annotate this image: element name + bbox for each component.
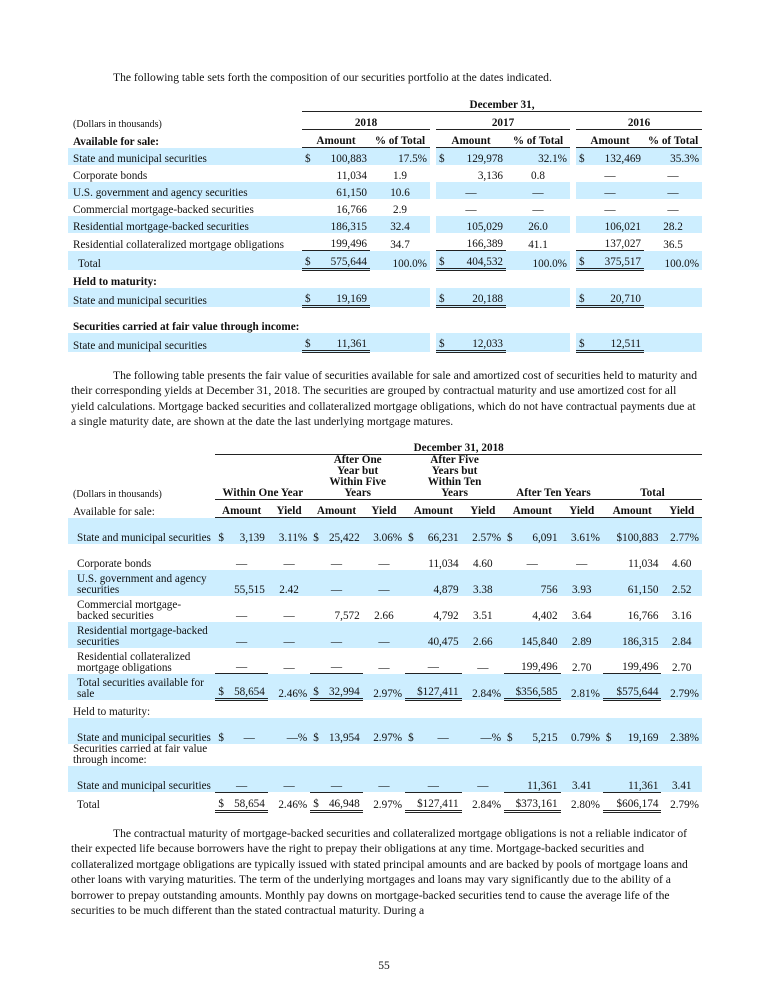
amount-2016: — [604,170,616,182]
units-label: (Dollars in thousands) [73,118,162,130]
amount-cell: $373,161 [504,792,561,811]
yield-cell: 2.84% [462,674,504,700]
amount-cell: — [236,609,248,622]
yield-cell: 3.61% [561,518,603,544]
row-label: State and municipal securities [68,333,302,352]
pct-2018: 1.9 [393,170,407,182]
amount-2016: — [604,204,616,216]
table1-afs-row [68,148,702,166]
section-fair-value-through-income-label: Securities carried at fair value through income: [73,743,208,766]
yield-cell: — [378,661,390,674]
amount-cell: 11,034 [428,557,459,570]
col-amount-2016: Amount [576,130,644,148]
amount-2018: $ 100,883 [302,148,370,166]
amount-cell: 55,515 [215,570,267,596]
amount-2017: 166,389 [436,233,506,251]
col-amount-2017: Amount [436,130,506,148]
amount-cell: — [215,648,267,674]
amount-cell: — [405,648,462,674]
yield-cell: — [283,557,295,570]
pct-2018: 34.7 [390,238,410,251]
table1-super-header: December 31, [302,94,702,112]
yield-cell: 2.66 [462,622,504,648]
year-header-2017: 2017 [436,112,570,130]
year-header-2018: 2018 [302,112,430,130]
amount-2017: 3,136 [477,170,503,182]
yield-cell: — [283,661,295,674]
table2-super-header-row [68,437,702,455]
row-label: Residential mortgage-backed securities [68,216,302,233]
amount-cell: — [310,622,362,648]
amount-cell: $ 32,994 [310,674,362,700]
amount-cell: $ 19,169 [603,718,662,744]
yield-cell: 3.93 [561,570,603,596]
pct-2017: — [532,204,544,216]
yield-cell: 2.46% [278,799,308,811]
yield-cell: 0.79% [561,718,603,744]
yield-cell: 2.46% [268,674,310,700]
row-label: Total [68,251,302,270]
amount-cell: 4,879 [405,570,462,596]
pct-2018: 32.4 [370,216,430,233]
fair-value-header-row [68,316,702,333]
amount-2017: — [436,182,506,199]
amount-cell: 145,840 [504,622,561,648]
amount-2018: 186,315 [302,216,370,233]
row-label: U.S. government and agency securities [68,182,302,199]
yield-cell: 3.41 [661,766,702,792]
total-amount-2017: $ 404,532 [436,251,506,270]
amount-cell: $ 46,948 [310,792,362,811]
amount-cell: $127,411 [405,674,462,700]
row-label: State and municipal securities [68,718,215,744]
amount-cell: — [405,766,462,792]
col-amount: Amount [504,500,561,518]
yield-cell: 2.77% [661,518,702,544]
yield-cell: 2.97% [363,674,405,700]
amount-cell: $ 13,954 [310,718,362,744]
yield-cell: 2.38% [661,718,702,744]
amount-cell: 11,361 [504,766,561,792]
table1-afs-row [68,182,702,199]
amount-cell: $ 3,139 [215,518,267,544]
amount-2018: 199,496 [302,233,370,251]
units-label: (Dollars in thousands) [73,488,162,500]
row-label: Total securities available for sale [68,674,215,700]
fv-amount-2017: $ 12,033 [436,333,506,352]
held-to-maturity-header-row [68,270,702,289]
table1-fv-row [68,333,702,352]
amount-2016: $ 132,469 [576,148,644,166]
amount-cell: — [236,557,248,570]
amount-cell: 186,315 [603,622,662,648]
table1-year-header-row [68,112,702,130]
row-label: Corporate bonds [77,557,152,570]
securities-composition-table [68,94,702,353]
table2-fv-row [68,766,702,792]
amount-2017: 105,029 [436,216,506,233]
amount-cell: 4,792 [433,609,459,622]
col-pct-2018: % of Total [370,130,430,148]
yield-cell: 3.38 [462,570,504,596]
amount-cell: $606,174 [603,792,662,811]
amount-cell: 4,402 [532,609,558,622]
yield-cell: — [363,570,405,596]
middle-paragraph: The following table presents the fair value of securities available for sale and amortized cost of securities held to maturity and their corresponding yields at December 31, 2018. The securities are grouped by contractual maturity and use amortized cost for all yield calculations. Mortgage backed securities and collateralized mortgage obligations, which do not have contractual payments due at a single maturity date, are shown at the date the last underlying mortgage matures. [71,369,697,429]
total-amount-2016: $ 375,517 [576,251,644,270]
section-held-to-maturity-label: Held to maturity: [73,706,151,718]
yield-cell: 3.16 [671,609,692,622]
yield-cell: — [462,766,504,792]
col-pct-2017: % of Total [506,130,570,148]
amount-cell: 16,766 [627,609,659,622]
pct-2017: 0.8 [531,170,545,182]
table2-afs-row [68,518,702,544]
yield-cell: 4.60 [671,557,692,570]
table2-afs-row [68,596,702,622]
htm-amount-2017: $ 20,188 [436,288,506,307]
col-yield: Yield [561,500,603,518]
pct-2017: 41.1 [528,238,548,251]
group-within-one-year: Within One Year [215,455,310,500]
yield-cell: 2.84 [661,622,702,648]
yield-cell: — [283,609,295,622]
amount-cell: 199,496 [603,648,662,674]
row-label: Residential collateralized mortgage obligations [77,650,191,674]
table1-total-row [68,251,702,270]
amount-2017: $ 129,978 [436,148,506,166]
table2-afs-total-row [68,674,702,700]
amount-cell: — [310,766,362,792]
yield-cell: 3.06% [363,518,405,544]
amount-2017: — [465,204,477,216]
total-amount-2018: $ 575,644 [302,251,370,270]
yield-cell: — [477,661,489,674]
yield-cell: 2.79% [661,674,702,700]
table2-afs-row [68,622,702,648]
table1-afs-row [68,165,702,182]
yield-cell: 2.81% [561,674,603,700]
table2-afs-row [68,570,702,596]
amount-cell: $ 6,091 [504,518,561,544]
amount-cell: 11,361 [603,766,662,792]
col-amount-2018: Amount [302,130,370,148]
yield-cell: 3.41 [561,766,603,792]
total-pct-2017: 100.0% [506,251,570,270]
col-amount: Amount [405,500,462,518]
amount-2016: 106,021 [576,216,644,233]
yield-cell: 2.97% [373,799,403,811]
row-label: Total [77,799,100,811]
table1-afs-row [68,233,702,251]
yield-cell: —% [462,718,504,744]
table2-column-header-row [68,500,702,518]
yield-cell: 2.66 [374,609,394,622]
table1-afs-row [68,216,702,233]
yield-cell: 3.64 [571,609,592,622]
yield-cell: — [363,622,405,648]
amount-cell: $ 58,654 [215,674,267,700]
yield-cell: 2.70 [671,661,692,674]
table1-htm-row [68,288,702,307]
htm-amount-2016: $ 20,710 [576,288,644,307]
pct-2016: 36.5 [663,238,683,251]
amount-2016: — [576,182,644,199]
table2-afs-row [68,648,702,674]
row-label: State and municipal securities [68,148,302,166]
pct-2016: — [667,170,679,182]
table2-htm-row [68,718,702,744]
amount-cell: $ 25,422 [310,518,362,544]
section-available-for-sale: Available for sale: [73,505,155,518]
col-yield: Yield [661,500,702,518]
yield-cell: 3.11% [268,518,310,544]
yield-cell: 2.84% [472,799,502,811]
htm-amount-2018: $ 19,169 [302,288,370,307]
table2-grand-total-row [68,792,702,811]
yield-cell: — [268,766,310,792]
section-held-to-maturity: Held to maturity: [73,276,157,288]
group-one-to-five-years: After One Year but Within Five Years [310,455,405,500]
row-label: State and municipal securities [68,288,302,307]
group-total: Total [603,455,702,500]
year-header-2016: 2016 [576,112,702,130]
amount-cell: — [526,557,538,570]
yield-cell: 2.70 [571,661,592,674]
table2-group-header-row [68,455,702,500]
row-label: State and municipal securities [68,766,215,792]
pct-2018: 17.5% [370,148,430,166]
amount-cell: $ 66,231 [405,518,462,544]
table1-super-header-row [68,94,702,112]
amount-2016: 137,027 [576,233,644,251]
amount-cell: $100,883 [603,518,662,544]
col-amount: Amount [215,500,267,518]
amount-2018: 16,766 [336,204,367,216]
intro-paragraph: The following table sets forth the composition of our securities portfolio at the dates indicated. [113,71,552,84]
pct-2016: — [644,182,702,199]
col-yield: Yield [268,500,310,518]
yield-cell: 2.97% [363,718,405,744]
section-fair-value-through-income [68,744,702,766]
amount-cell: — [215,766,267,792]
yield-cell: 2.80% [571,799,600,811]
row-label: Residential collateralized mortgage obligations [73,238,284,251]
fv-amount-2018: $ 11,361 [302,333,370,352]
amount-cell: $ — [405,718,462,744]
col-yield: Yield [462,500,504,518]
pct-2018: 10.6 [370,182,430,199]
amount-2018: 61,150 [302,182,370,199]
row-label: Commercial mortgage-backed securities [73,204,254,216]
amount-cell: — [310,648,362,674]
yield-cell: 3.51 [473,609,493,622]
section-fair-value-through-income: Securities carried at fair value through income: [73,321,300,333]
section-held-to-maturity [68,700,702,719]
total-pct-2016: 100.0% [644,251,702,270]
amount-cell: — [215,622,267,648]
fv-amount-2016: $ 12,511 [576,333,644,352]
pct-2016: — [667,204,679,216]
group-after-ten-years: After Ten Years [504,455,603,500]
yield-cell: — [268,622,310,648]
amount-cell: 61,150 [603,570,662,596]
amount-cell: — [310,570,362,596]
row-label: Commercial mortgage-backed securities [77,598,182,622]
page-number: 55 [378,960,390,972]
amount-cell: $ — [215,718,267,744]
table2-afs-row [68,544,702,570]
pct-2017: — [506,182,570,199]
amount-cell: — [330,557,343,570]
col-amount: Amount [603,500,662,518]
amount-cell: 756 [504,570,561,596]
amount-2018: 11,034 [336,170,367,182]
table1-afs-row [68,199,702,216]
pct-2017: 32.1% [506,148,570,166]
row-label: Corporate bonds [73,170,148,182]
yield-cell: 2.57% [462,518,504,544]
table2-super-header: December 31, 2018 [215,437,702,455]
amount-cell: 199,496 [504,648,561,674]
amount-cell: $127,411 [405,792,462,811]
yield-cell: 2.79% [670,799,699,811]
col-yield: Yield [363,500,405,518]
closing-paragraph: The contractual maturity of mortgage-backed securities and collateralized mortgage obligations is not a reliable indicator of their expected life because borrowers have the right to prepay their obligations at any time. Mortgage-backed securities and collateralized mortgage obligations are typically issued with stated principal amounts and are backed by pools of mortgage loans and other loans with varying maturities. The term of the underlying mortgages and loans may vary significantly due to the ability of a borrower to prepay outstanding amounts. Monthly pay downs on mortgage-backed securities tend to cause the average life of the securities to be much different than the stated contractual maturity. During a [71,827,688,918]
amount-cell: $ 58,654 [215,792,267,811]
section-available-for-sale: Available for sale: [73,135,159,148]
yield-cell: 2.52 [661,570,702,596]
maturity-yield-table [68,437,702,813]
total-pct-2018: 100.0% [370,251,430,270]
amount-cell: $ 5,215 [504,718,561,744]
yield-cell: —% [268,718,310,744]
table1-column-header-row [68,130,702,148]
amount-cell: 40,475 [405,622,462,648]
yield-cell: 2.89 [561,622,603,648]
amount-cell: $575,644 [603,674,662,700]
yield-cell: — [576,557,588,570]
amount-cell: 11,034 [628,557,659,570]
row-label: State and municipal securities [68,518,215,544]
amount-cell: 7,572 [334,609,360,622]
yield-cell: — [363,766,405,792]
row-label: Residential mortgage-backed securities [68,622,215,648]
group-five-to-ten-years: After Five Years but Within Ten Years [405,455,504,500]
yield-cell: 2.42 [268,570,310,596]
pct-2017: 26.0 [506,216,570,233]
yield-cell: — [378,557,390,570]
pct-2016: 35.3% [644,148,702,166]
row-label: U.S. government and agency securities [68,570,215,596]
col-amount: Amount [310,500,362,518]
pct-2016: 28.2 [644,216,702,233]
col-pct-2016: % of Total [644,130,702,148]
amount-cell: $356,585 [504,674,561,700]
pct-2018: 2.9 [393,204,407,216]
yield-cell: 4.60 [473,557,493,570]
